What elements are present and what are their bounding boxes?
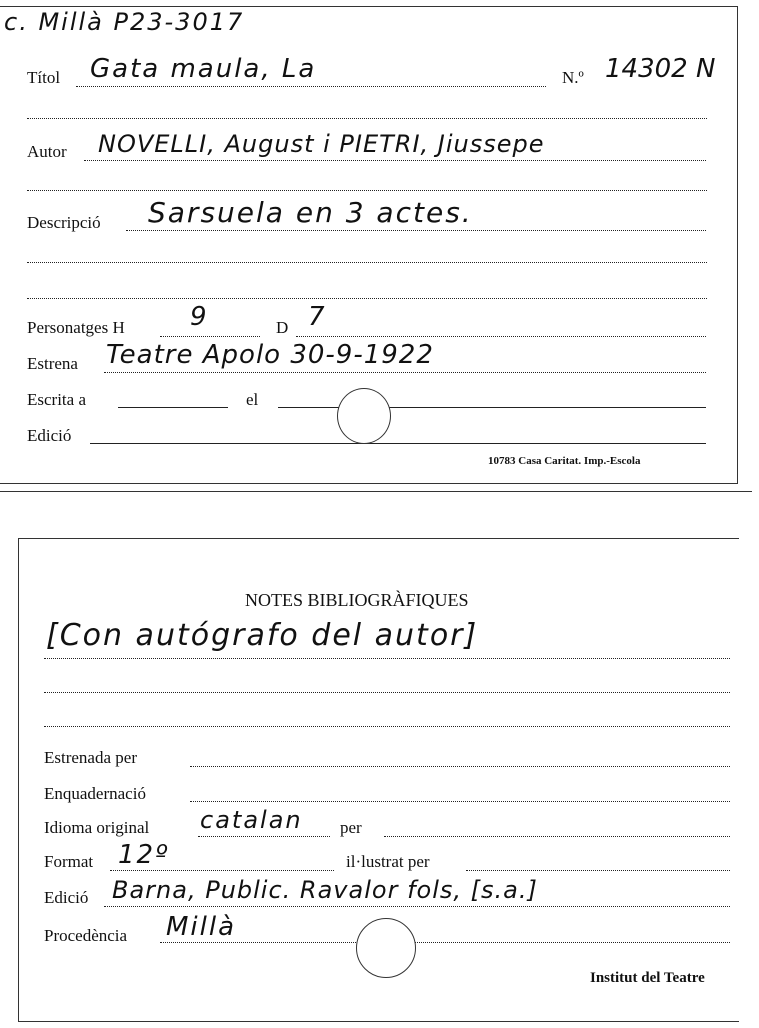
written-at-dotted-line: [118, 407, 228, 408]
author-dotted-line: [84, 160, 706, 161]
card-divider-line: [0, 491, 752, 492]
edition-back-value: Barna, Public. Ravalor fols, [s.a.]: [112, 876, 538, 904]
translated-by-label: per: [340, 818, 362, 837]
number-label: N.º: [562, 68, 584, 87]
characters-d-value: 7: [308, 302, 327, 332]
illustrated-by-label: il·lustrat per: [346, 852, 430, 871]
characters-h-dotted-line: [160, 336, 260, 337]
description-label: Descripció: [27, 213, 101, 232]
translated-by-dotted-line: [384, 836, 730, 837]
format-dotted-line: [110, 870, 334, 871]
premiere-dotted-line: [104, 372, 706, 373]
illustrated-by-dotted-line: [466, 870, 730, 871]
binding-dotted-line: [190, 801, 730, 802]
written-date-label: el: [246, 390, 259, 409]
punch-hole: [337, 388, 391, 444]
blank-line-3: [27, 262, 707, 263]
provenance-dotted-line: [160, 942, 730, 943]
description-dotted-line: [126, 230, 706, 231]
blank-line-2: [27, 190, 707, 191]
blank-line-5: [44, 692, 730, 693]
blank-line-1: [27, 118, 707, 119]
format-label: Format: [44, 852, 94, 871]
blank-line-6: [44, 726, 730, 727]
author-label: Autor: [27, 142, 67, 161]
title-value: Gata maula, La: [90, 54, 317, 84]
original-language-dotted-line: [198, 836, 330, 837]
catalog-reference-note: c. Millà P23-3017: [4, 8, 245, 36]
bibliographic-notes-heading: NOTES BIBLIOGRÀFIQUES: [245, 590, 469, 610]
characters-d-dotted-line: [296, 336, 706, 337]
format-value: 12º: [118, 840, 170, 870]
original-language-value: catalan: [200, 806, 303, 834]
binding-label: Enquadernació: [44, 784, 146, 803]
printer-imprint: 10783 Casa Caritat. Imp.-Escola: [488, 455, 641, 467]
characters-h-value: 9: [190, 302, 209, 332]
punch-hole-back: [356, 918, 416, 978]
provenance-value: Millà: [166, 912, 237, 942]
characters-d-label: D: [276, 318, 289, 337]
premiere-label: Estrena: [27, 354, 78, 373]
edition-label: Edició: [27, 426, 72, 445]
edition-back-dotted-line: [104, 906, 730, 907]
author-value: NOVELLI, August i PIETRI, Jiussepe: [98, 130, 545, 158]
provenance-label: Procedència: [44, 926, 128, 945]
note-value: [Con autógrafo del autor]: [46, 618, 479, 653]
written-at-label: Escrita a: [27, 390, 86, 409]
premiered-by-label: Estrenada per: [44, 748, 137, 767]
edition-dotted-line: [90, 443, 706, 444]
title-dotted-line: [76, 86, 546, 87]
note-dotted-line: [44, 658, 730, 659]
institution-name: Institut del Teatre: [590, 970, 705, 986]
premiere-value: Teatre Apolo 30-9-1922: [106, 340, 434, 370]
characters-label: Personatges H: [27, 318, 125, 337]
title-label: Títol: [27, 68, 61, 87]
description-value: Sarsuela en 3 actes.: [148, 196, 473, 229]
original-language-label: Idioma original: [44, 818, 150, 837]
premiered-by-dotted-line: [190, 766, 730, 767]
blank-line-4: [27, 298, 707, 299]
edition-back-label: Edició: [44, 888, 89, 907]
number-value: 14302 N: [605, 54, 716, 84]
